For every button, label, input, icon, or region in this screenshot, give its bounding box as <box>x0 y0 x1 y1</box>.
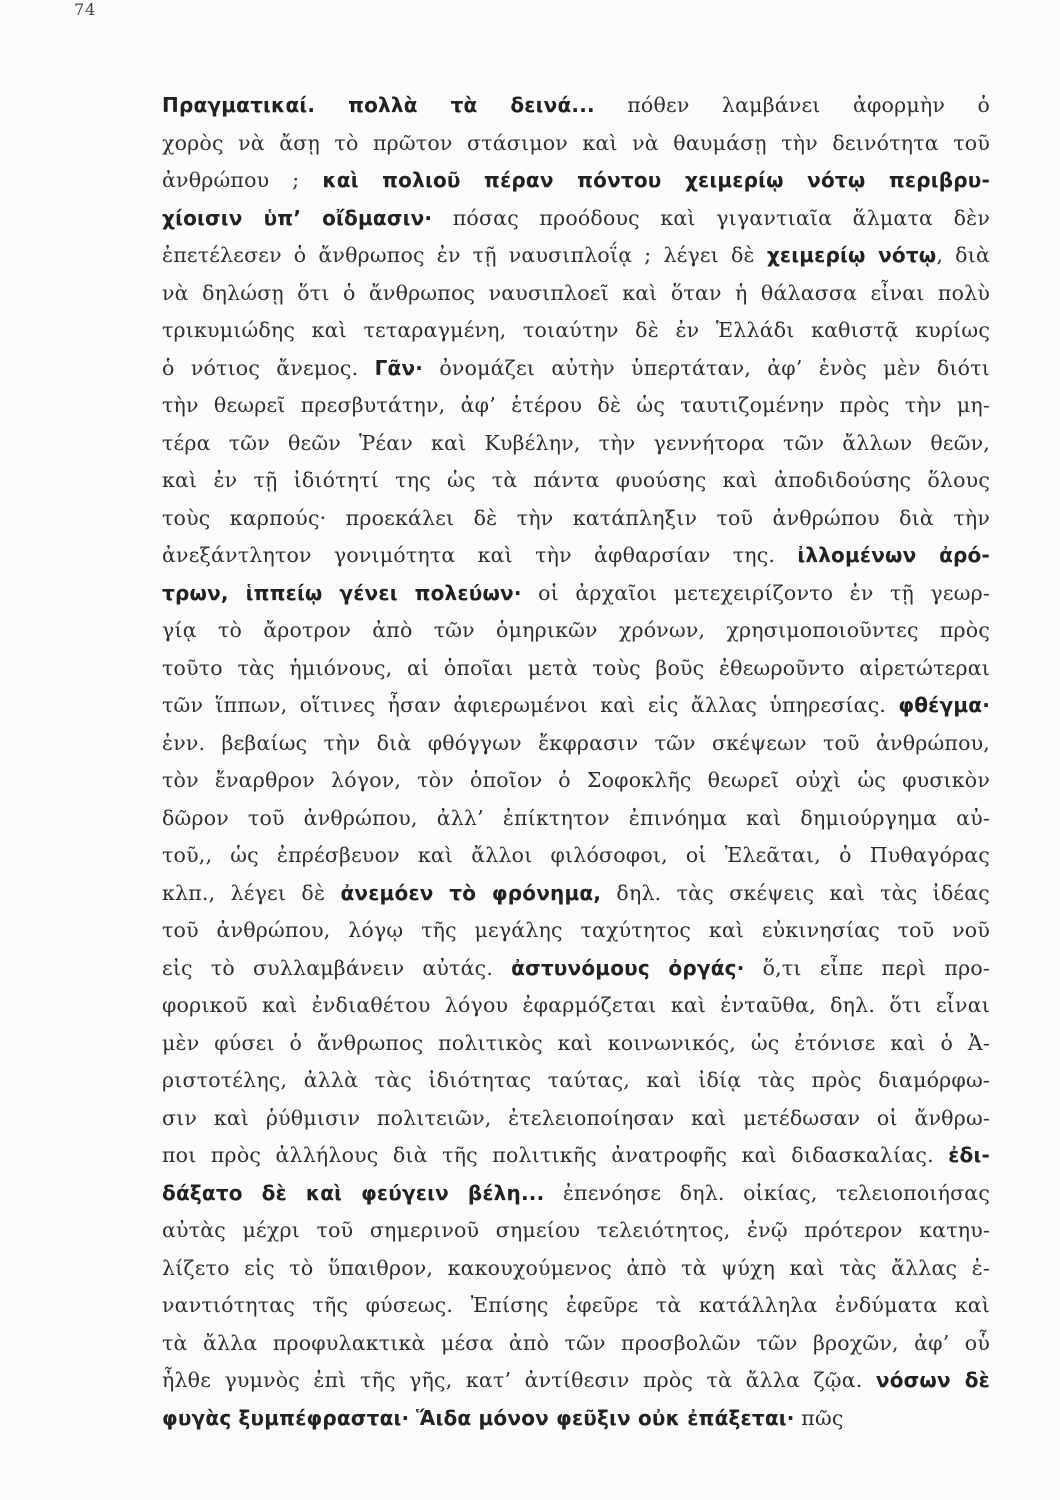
lemma-bold: δάξατο δὲ καὶ φεύγειν βέλη... <box>162 1180 545 1205</box>
text-line <box>162 1100 990 1138</box>
text-line <box>162 987 990 1025</box>
commentary-text <box>162 87 990 1437</box>
lemma-bold: ἀστυνόμους ὀργάς· <box>511 955 745 980</box>
text-line <box>162 1250 990 1288</box>
text-line <box>162 800 990 838</box>
text-segment: ἐνν. βεβαίως τὴν διὰ φθόγγων ἔκφρασιν τῶν σκέψεων τοῦ ἀνθρώπου, <box>162 730 990 755</box>
text-line <box>162 762 990 800</box>
text-segment: οἱ ἀρχαῖοι μετεχειρίζοντο ἐν τῇ γεωρ- <box>521 580 990 605</box>
text-line <box>162 1212 990 1250</box>
text-line <box>162 1137 990 1175</box>
text-segment: ὅ,τι εἶπε περὶ προ- <box>744 955 990 980</box>
text-segment: τοῦ,, ὡς ἐπρέσβευον καὶ ἄλλοι φιλόσοφοι, οἱ Ἐλεᾶται, ὁ Πυθαγόρας <box>162 843 990 867</box>
text-segment: καὶ ἐν τῇ ἰδιότητί της ὡς τὰ πάντα φυούσης καὶ ἀποδιδούσης ὅλους <box>162 468 990 492</box>
text-segment: μὲν φύσει ὁ ἄνθρωπος πολιτικὸς καὶ κοινωνικός, ὡς ἐτόνισε καὶ ὁ Ἀ- <box>162 1030 990 1055</box>
text-line <box>162 725 990 763</box>
text-segment: ἀνθρώπου ; <box>162 168 323 192</box>
text-line <box>162 875 990 913</box>
text-segment: ὀνομάζει αὐτὴν ὑπερτάταν, ἀφ’ ἑνὸς μὲν διότι <box>423 355 990 380</box>
text-segment: δηλ. τὰς σκέψεις καὶ τὰς ἰδέας <box>601 880 990 905</box>
text-segment: τρικυμιώδης καὶ τεταραγμένη, τοιαύτην δὲ ἐν Ἑλλάδι καθιστᾷ κυρίως <box>162 318 990 342</box>
text-segment: πῶς <box>794 1405 844 1430</box>
text-segment: εἰς τὸ συλλαμβάνειν αὐτάς. <box>162 955 512 980</box>
text-segment: κλπ., λέγει δὲ <box>162 880 341 905</box>
text-segment: ἀνεξάντλητον γονιμότητα καὶ τὴν ἀφθαρσίαν της. <box>162 543 798 567</box>
lemma-bold: ἀνεμόεν τὸ φρόνημα, <box>340 880 602 905</box>
text-line <box>162 462 990 500</box>
page-number: 74 <box>74 0 97 19</box>
text-segment: ριστοτέλης, ἀλλὰ τὰς ἰδιότητας ταύτας, καὶ ἰδίᾳ τὰς πρὸς διαμόρφω- <box>162 1068 990 1092</box>
lemma-bold: ἰλλομένων ἀρό- <box>797 543 990 567</box>
text-segment: σιν καὶ ῥύθμισιν πολιτειῶν, ἐτελειοποίησαν καὶ μετέδωσαν οἱ ἄνθρω- <box>162 1105 990 1130</box>
text-line <box>162 837 990 875</box>
text-line <box>162 612 990 650</box>
text-segment: τὴν θεωρεῖ πρεσβυτάτην, ἀφ’ ἑτέρου δὲ ὡς ταυτιζομένην πρὸς τὴν μη- <box>162 393 990 417</box>
text-segment: φορικοῦ καὶ ἐνδιαθέτου λόγου ἐφαρμόζεται καὶ ἐνταῦθα, δηλ. ὅτι εἶναι <box>162 993 990 1017</box>
text-line <box>162 275 990 313</box>
lemma-bold: φυγὰς ξυμπέφρασται· <box>162 1405 410 1430</box>
text-line <box>162 350 990 388</box>
text-segment <box>409 1406 416 1430</box>
text-segment: τέρα τῶν θεῶν Ῥέαν καὶ Κυβέλην, τὴν γεννήτορα τῶν ἄλλων θεῶν, <box>162 430 990 455</box>
text-line <box>162 1325 990 1363</box>
text-segment: χορὸς νὰ ἄσῃ τὸ πρῶτον στάσιμον καὶ νὰ θαυμάσῃ τὴν δεινότητα τοῦ <box>162 130 990 155</box>
text-line <box>162 387 990 425</box>
text-line <box>162 912 990 950</box>
lemma-bold: φθέγμα· <box>898 693 990 717</box>
lemma-bold: Ἅιδα μόνον φεῦξιν οὐκ ἐπάξεται· <box>416 1405 795 1430</box>
text-line <box>162 1362 990 1400</box>
text-segment: τοὺς καρπούς· προεκάλει δὲ τὴν κατάπληξιν τοῦ ἀνθρώπου διὰ τὴν <box>162 505 990 530</box>
text-line <box>162 1175 990 1213</box>
text-line <box>162 575 990 613</box>
text-line <box>162 650 990 688</box>
text-segment: ἐπενόησε δηλ. οἰκίας, τελειοποιήσας <box>544 1180 991 1205</box>
text-segment: τῶν ἵππων, οἵτινες ἦσαν ἀφιερωμένοι καὶ εἰς ἄλλας ὑπηρεσίας. <box>162 693 899 717</box>
text-segment: τοῦ ἀνθρώπου, λόγῳ τῆς μεγάλης ταχύτητος καὶ εὐκινησίας τοῦ νοῦ <box>162 918 990 942</box>
text-segment: τὸν ἔναρθρον λόγον, τὸν ὁποῖον ὁ Σοφοκλῆς θεωρεῖ οὐχὶ ὡς φυσικὸν <box>162 768 990 792</box>
text-segment: δῶρον τοῦ ἀνθρώπου, ἀλλ’ ἐπίκτητον ἐπινόημα καὶ δημιούργημα αὐ- <box>162 805 990 830</box>
text-line <box>162 312 990 350</box>
text-line <box>162 537 990 575</box>
text-line <box>162 425 990 463</box>
text-segment: , διὰ <box>936 243 990 267</box>
lemma-bold: χειμερίῳ νότῳ <box>766 243 937 267</box>
text-line <box>162 1062 990 1100</box>
lemma-bold: Πραγματικαί. πολλὰ τὰ δεινά... <box>162 93 595 117</box>
text-segment: αὐτὰς μέχρι τοῦ σημερινοῦ σημείου τελειότητος, ἐνῷ πρότερον κατηυ- <box>162 1218 990 1242</box>
lemma-bold: Γᾶν· <box>374 355 424 380</box>
lemma-bold: ἐδι- <box>948 1143 990 1167</box>
text-segment: πόθεν λαμβάνει ἀφορμὴν ὁ <box>594 93 990 117</box>
text-line <box>162 125 990 163</box>
text-segment: πόσας προόδους καὶ γιγαντιαῖα ἅλματα δὲν <box>432 205 990 230</box>
text-line <box>162 1400 990 1438</box>
text-line <box>162 162 990 200</box>
text-line <box>162 687 990 725</box>
text-segment: γίᾳ τὸ ἄροτρον ἀπὸ τῶν ὁμηρικῶν χρόνων, χρησιμοποιοῦντες πρὸς <box>162 618 990 642</box>
text-segment: λίζετο εἰς τὸ ὕπαιθρον, κακουχούμενος ἀπὸ τὰ ψύχη καὶ τὰς ἄλλας ἐ- <box>162 1255 990 1280</box>
text-segment: τοῦτο τὰς ἡμιόνους, αἱ ὁποῖαι μετὰ τοὺς βοῦς ἐθεωροῦντο αἱρετώτεραι <box>162 655 990 680</box>
text-segment: ποι πρὸς ἀλλήλους διὰ τῆς πολιτικῆς ἀνατροφῆς καὶ διδασκαλίας. <box>162 1143 949 1167</box>
text-line <box>162 1287 990 1325</box>
text-line <box>162 500 990 538</box>
text-segment: νὰ δηλώσῃ ὅτι ὁ ἄνθρωπος ναυσιπλοεῖ καὶ ὅταν ἡ θάλασσα εἶναι πολὺ <box>162 280 990 305</box>
text-line <box>162 237 990 275</box>
text-segment: ἐπετέλεσεν ὁ ἄνθρωπος ἐν τῇ ναυσιπλοΐᾳ ; λέγει δὲ <box>162 243 767 267</box>
text-segment: τὰ ἄλλα προφυλακτικὰ μέσα ἀπὸ τῶν προσβολῶν τῶν βροχῶν, ἀφ’ οὗ <box>162 1330 990 1355</box>
lemma-bold: καὶ πολιοῦ πέραν πόντου χειμερίῳ νότῳ περιβρυ- <box>322 168 991 192</box>
text-segment: ναντιότητας τῆς φύσεως. Ἐπίσης ἐφεῦρε τὰ κατάλληλα ἐνδύματα καὶ <box>162 1293 990 1317</box>
text-segment: ἦλθε γυμνὸς ἐπὶ τῆς γῆς, κατ’ ἀντίθεσιν πρὸς τὰ ἄλλα ζῷα. <box>162 1368 876 1392</box>
text-line <box>162 1025 990 1063</box>
lemma-bold: τρων, ἱππείῳ γένει πολεύων· <box>162 580 522 605</box>
text-line <box>162 200 990 238</box>
text-segment: ὁ νότιος ἄνεμος. <box>162 355 375 380</box>
text-line <box>162 950 990 988</box>
lemma-bold: χίοισιν ὑπ’ οἴδμασιν· <box>162 205 433 230</box>
text-line <box>162 87 990 125</box>
lemma-bold: νόσων δὲ <box>875 1368 990 1392</box>
